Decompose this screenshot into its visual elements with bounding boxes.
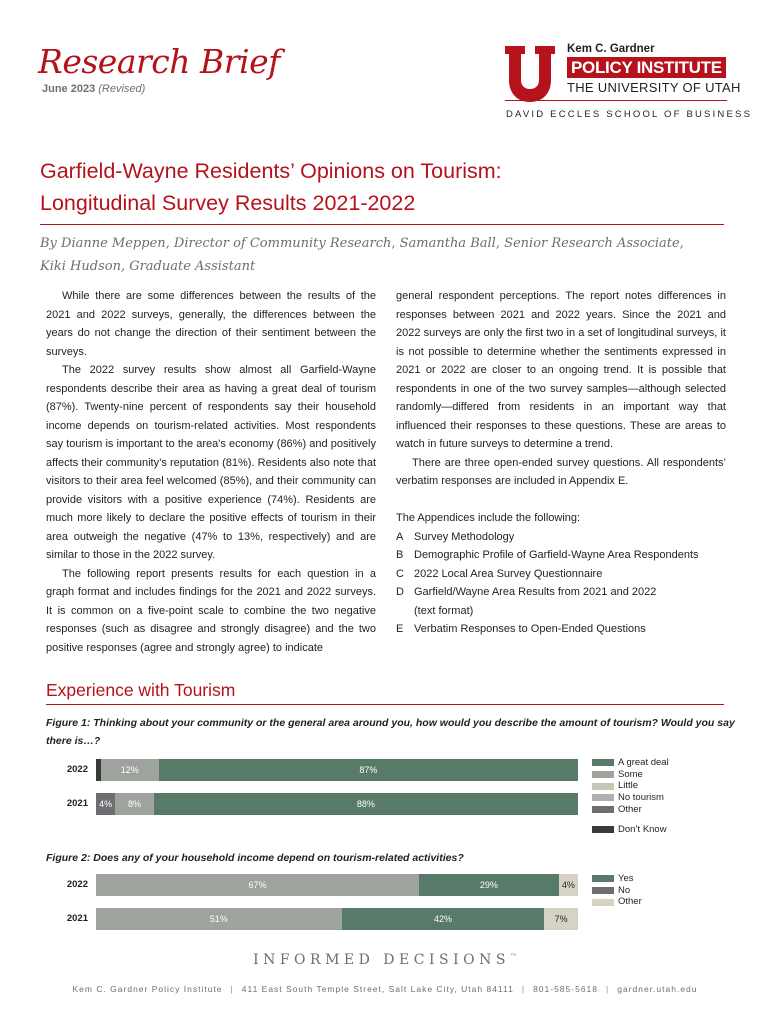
logo-divider	[505, 100, 727, 101]
chart-legend	[592, 873, 642, 908]
legend-item	[592, 885, 642, 897]
appendix-text: Garfield/Wayne Area Results from 2021 and 2022	[414, 586, 657, 598]
legend-item	[592, 824, 669, 836]
appendix-letter: B	[396, 549, 404, 561]
footer-separator: |	[230, 984, 234, 994]
legend-item	[592, 873, 642, 885]
data-label: 29%	[479, 880, 498, 890]
appendix-text-cont: (text format)	[414, 604, 474, 617]
legend-swatch	[592, 783, 614, 790]
legend-label: No tourism	[618, 792, 664, 804]
data-label: 67%	[248, 880, 267, 890]
appendix-item	[396, 602, 726, 621]
bar-other	[96, 908, 342, 930]
tagline-text: INFORMED DECISIONS	[253, 952, 510, 968]
appendix-item	[396, 528, 726, 547]
legend-item	[592, 896, 642, 908]
data-label: 8%	[128, 799, 142, 809]
data-label: 12%	[120, 765, 139, 775]
page-footer	[0, 984, 770, 994]
legend-item	[592, 780, 669, 792]
title-divider	[40, 224, 724, 225]
legend-item	[592, 757, 669, 769]
publication-date	[42, 83, 145, 95]
footer-separator: |	[521, 984, 526, 994]
logo-policy-institute: POLICY INSTITUTE	[567, 57, 726, 78]
legend-swatch	[592, 899, 614, 906]
appendix-item	[396, 565, 726, 584]
page-title-line1: Garfield-Wayne Residents’ Opinions on Tourism:	[40, 159, 502, 183]
body-paragraph: general respondent perceptions. The report notes differences in responses between 2021 and 2022 years. Since the 2021 and 2022 surveys are only the first two in a set of longitudinal surveys, it is not possible to determine whether the sentiments expressed in 2021 or 2022 are closer to an ongoing trend. It is possible that respondents in one of the two survey samples—although selected randomly—differed from residents in an important way that influenced their responses to these questions. These are areas to watch in future surveys to determine a trend.	[396, 290, 726, 450]
appendix-letter: A	[396, 530, 404, 543]
legend-item	[592, 792, 669, 804]
body-column-left	[46, 287, 376, 657]
bar-yes	[342, 908, 544, 930]
bar-no	[544, 908, 578, 930]
bar-row	[96, 908, 578, 930]
footer-website: gardner.utah.edu	[617, 984, 698, 994]
appendix-letter: D	[396, 586, 404, 598]
legend-swatch	[592, 875, 614, 882]
data-label: 4%	[99, 799, 113, 809]
bar-other	[96, 874, 419, 896]
legend-label: Some	[618, 768, 643, 780]
footer-org: Kem C. Gardner Policy Institute	[72, 984, 223, 994]
figure1-caption: Figure 1: Thinking about your community or the general area around you, how would you describe the amount of tourism? Would you say there is…?	[46, 717, 735, 747]
category-label: 2021	[66, 798, 88, 809]
body-paragraph: The following report presents results for each question in a graph format and includes findings for the 2021 and 2022 surveys. It is common on a five-point scale to combine the two negative responses (such as disagree and strongly disagree) and the two positive responses (agree and strongly agree) to indicate	[46, 567, 376, 654]
author-line2: Kiki Hudson, Graduate Assistant	[40, 259, 256, 274]
section-title: Experience with Tourism	[46, 680, 236, 700]
logo-kem-gardner: Kem C. Gardner	[567, 43, 655, 55]
date-note: (Revised)	[98, 83, 146, 95]
legend-swatch	[592, 771, 614, 778]
appendix-item	[396, 583, 726, 602]
bar-row	[96, 874, 578, 896]
footer-separator: |	[606, 984, 610, 994]
data-label: 42%	[434, 914, 453, 924]
appendix-list	[396, 528, 726, 639]
category-label: 2022	[66, 879, 88, 890]
bar-row	[96, 793, 578, 815]
data-label: 88%	[356, 799, 375, 809]
footer-phone: 801-585-5618	[533, 984, 598, 994]
bar-a-great-deal	[154, 793, 578, 815]
body-paragraph: While there are some differences between the results of the 2021 and 2022 surveys, generally, the differences between the years do not change the direction of their sentiment between the surveys.	[46, 290, 376, 358]
informed-decisions-tagline	[0, 952, 770, 968]
data-label: 87%	[359, 765, 378, 775]
legend-swatch	[592, 794, 614, 801]
data-label: 4%	[561, 880, 575, 890]
category-label: 2021	[66, 913, 88, 924]
bar-some	[115, 793, 154, 815]
bar-row	[96, 759, 578, 781]
bar-other	[96, 793, 115, 815]
trademark-mark: ™	[509, 952, 517, 961]
legend-item	[592, 769, 669, 781]
appendix-letter: C	[396, 567, 404, 580]
chart-legend	[592, 757, 669, 835]
legend-label: Other	[618, 803, 642, 815]
legend-item	[592, 804, 669, 816]
data-label: 7%	[554, 914, 568, 924]
legend-swatch	[592, 806, 614, 813]
appendix-heading: The Appendices include the following:	[396, 512, 581, 524]
legend-label: Yes	[618, 873, 634, 884]
legend-label: Don’t Know	[618, 823, 667, 835]
appendix-letter	[396, 602, 414, 621]
legend-label: Little	[618, 780, 639, 792]
appendix-text: Verbatim Responses to Open-Ended Questions	[414, 623, 646, 635]
body-paragraph: The 2022 survey results show almost all Garfield-Wayne respondents describe their area as having a great deal of tourism (87%). Twenty-nine percent of respondents say their household income depends on tourism-related activities. Most respondents say tourism is important to the area's economy (86%) and positively affects their community’s reputation (81%). Residents also note that visitors to their area feel welcomed (85%), and their community can provide visitors with a positive experience (74%). Residents are much more likely to declare the positive effects of tourism in their area outweigh the negative (47% to 13%, respectively) and are similar to those in the 2022 survey.	[46, 364, 376, 561]
appendix-item	[396, 546, 726, 565]
legend-swatch	[592, 826, 614, 833]
appendix-text: Demographic Profile of Garfield-Wayne Area Respondents	[414, 549, 699, 561]
logo-school-of-business: DAVID ECCLES SCHOOL OF BUSINESS	[506, 109, 753, 120]
bar-no	[559, 874, 578, 896]
page-title-line2: Longitudinal Survey Results 2021-2022	[40, 191, 416, 215]
appendix-text: Survey Methodology	[414, 530, 515, 543]
appendix-item	[396, 620, 726, 639]
logo-university-of-utah: THE UNIVERSITY OF UTAH	[567, 80, 741, 95]
body-column-right	[396, 287, 726, 639]
legend-swatch	[592, 759, 614, 766]
author-line1: By Dianne Meppen, Director of Community Research, Samantha Ball, Senior Research Associate,	[40, 236, 684, 251]
figure2-caption: Figure 2: Does any of your household income depend on tourism-related activities?	[46, 852, 464, 864]
research-brief-title: Research Brief	[38, 42, 280, 81]
page-title	[40, 155, 730, 219]
appendix-text: 2022 Local Area Survey Questionnaire	[414, 567, 603, 580]
category-label: 2022	[66, 764, 88, 775]
bar-yes	[419, 874, 559, 896]
legend-label: Other	[618, 896, 642, 908]
data-label: 51%	[209, 914, 228, 924]
footer-address: 411 East South Temple Street, Salt Lake City, Utah 84111	[241, 984, 514, 994]
author-byline	[40, 232, 730, 278]
body-paragraph: There are three open-ended survey questions. All respondents’ verbatim responses are included in Appendix E.	[396, 456, 726, 487]
section-divider	[46, 704, 724, 705]
date-text: June 2023	[42, 83, 96, 95]
legend-label: No	[618, 884, 631, 896]
legend-swatch	[592, 887, 614, 894]
university-u-logo-icon	[505, 46, 555, 102]
bar-some	[101, 759, 159, 781]
bar-a-great-deal	[159, 759, 578, 781]
bar-don-t-know	[96, 759, 101, 781]
legend-label: A great deal	[618, 757, 669, 768]
appendix-letter: E	[396, 623, 404, 635]
